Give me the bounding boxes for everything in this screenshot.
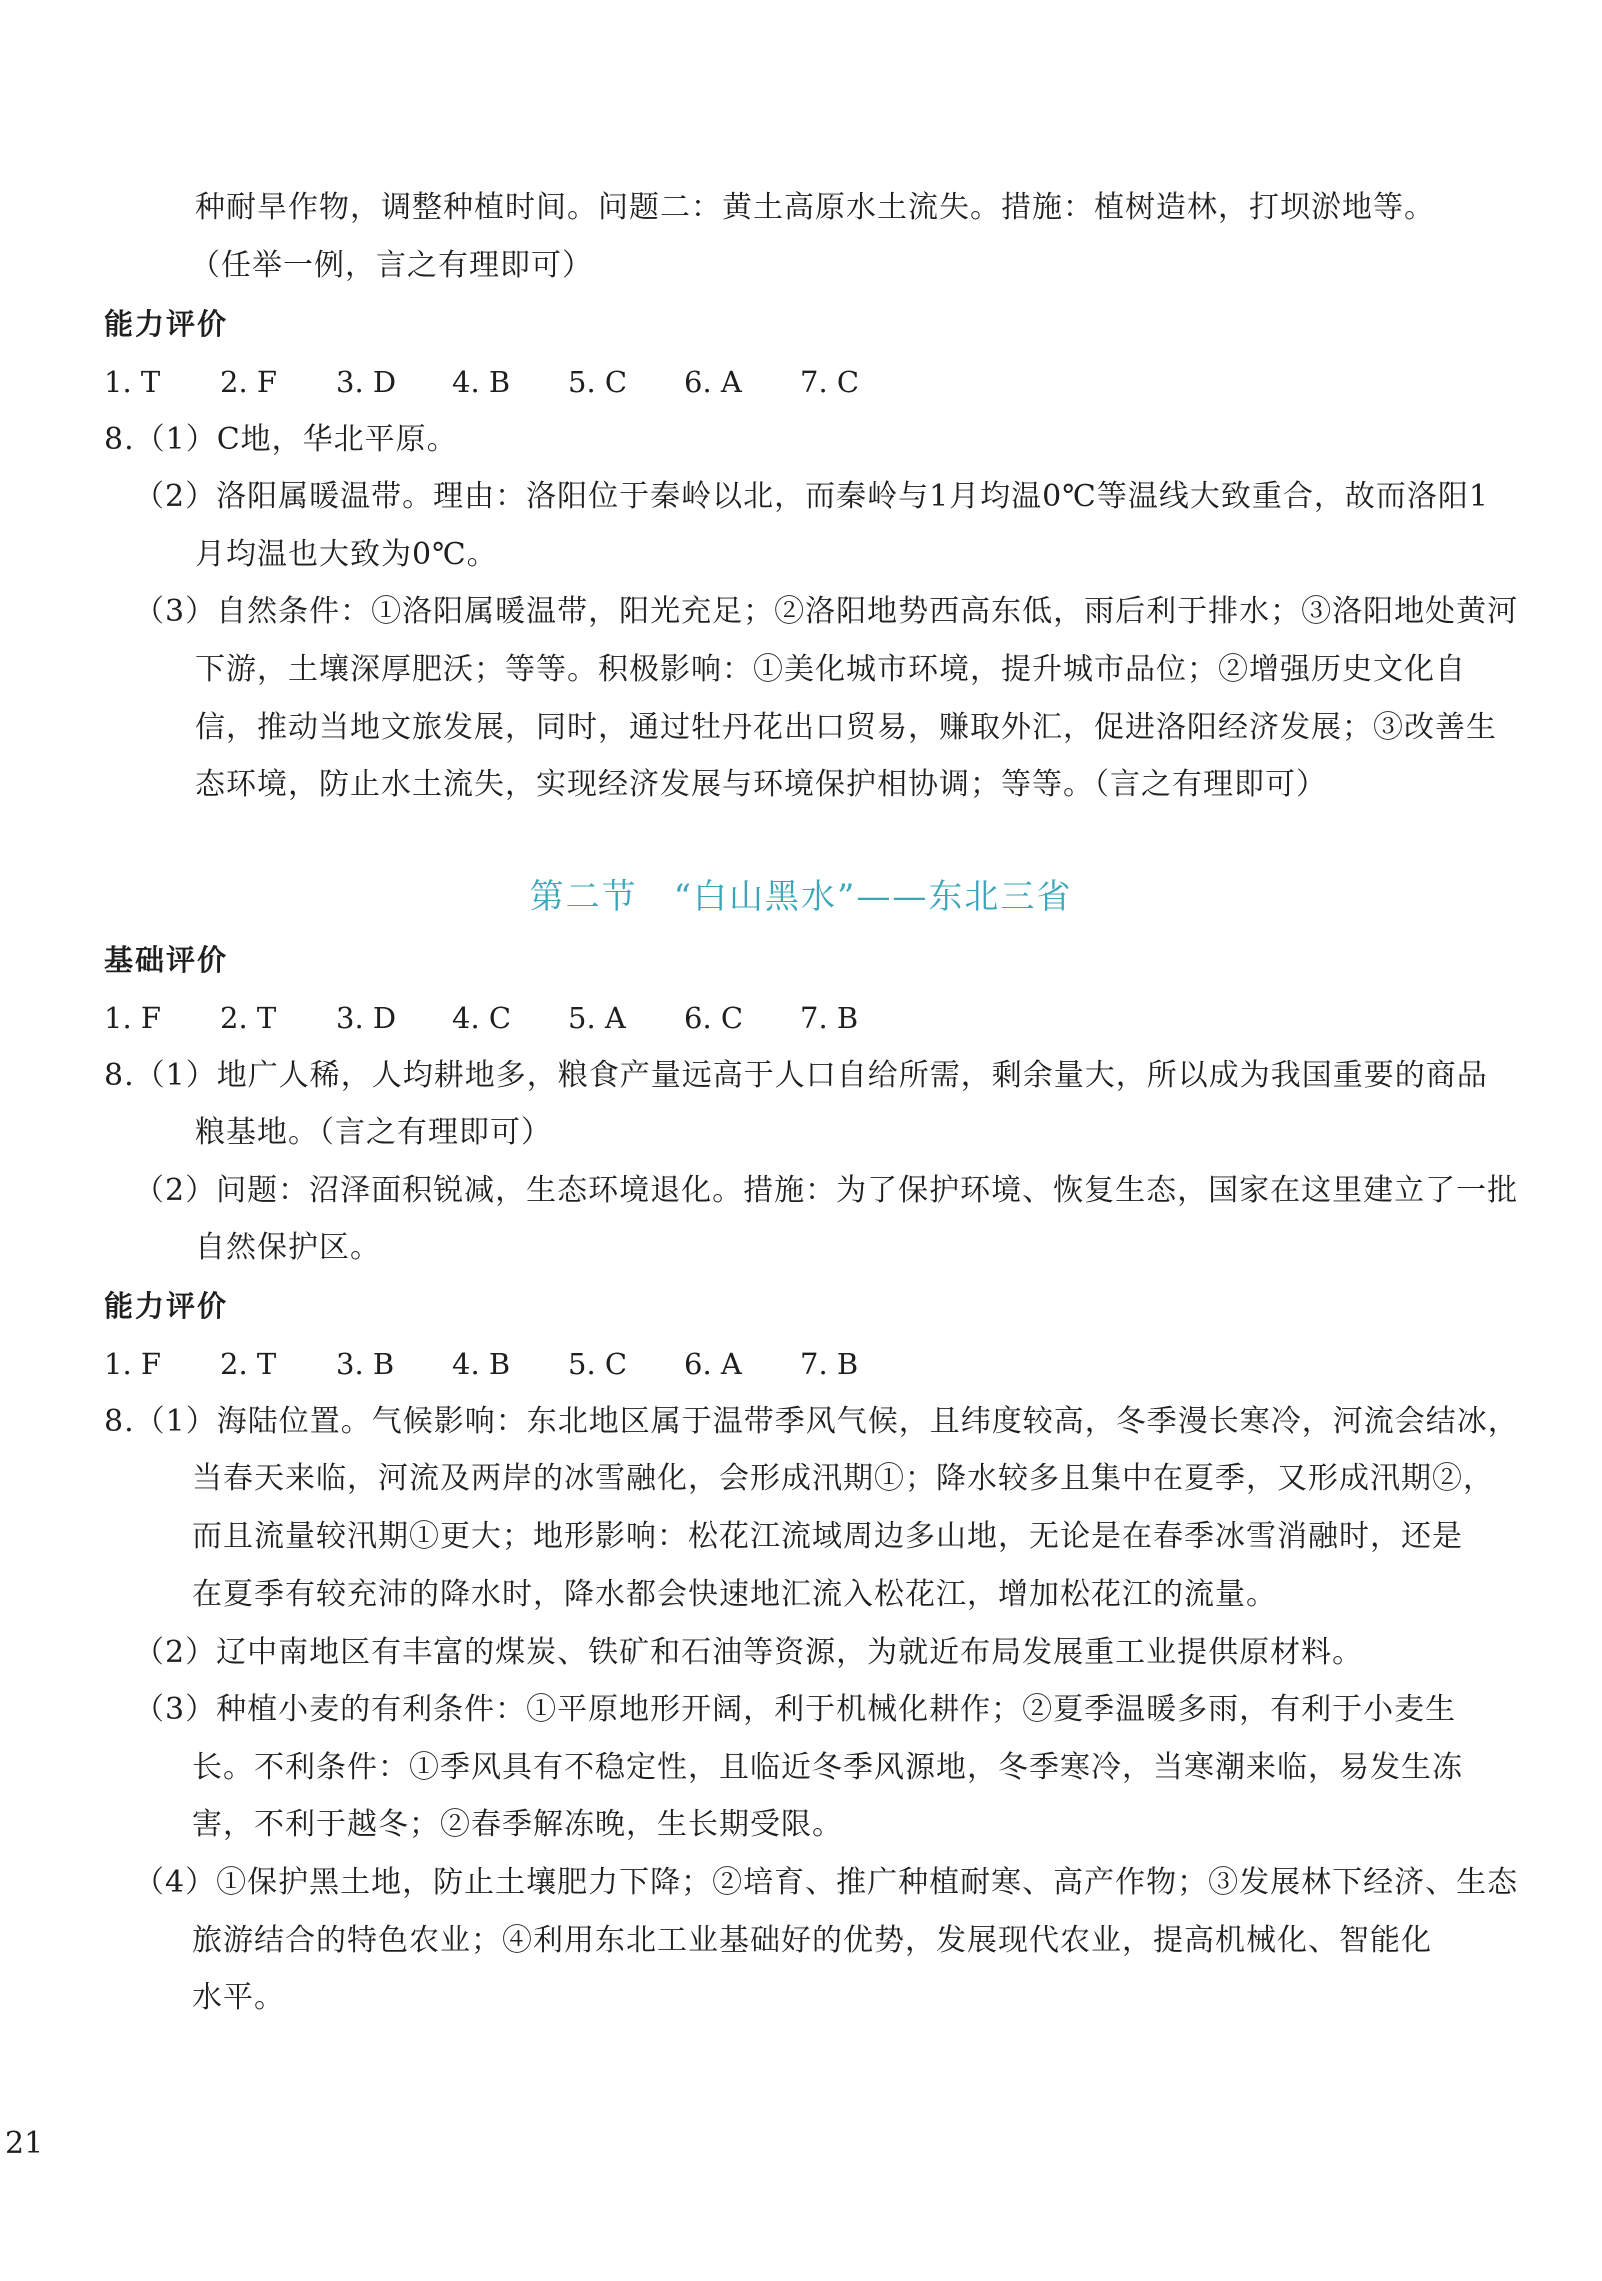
text-line: 8.（1）海陆位置。气候影响：东北地区属于温带季风气候，且纬度较高，冬季漫长寒冷，河流会结冰， [104, 1404, 1519, 1439]
section-heading-ability-2: 能力评价 [104, 1289, 229, 1323]
answer-6: 6. C [684, 1001, 744, 1035]
answer-4: 4. C [452, 1001, 512, 1035]
answer-5: 5. A [568, 1001, 626, 1035]
text-line: 旅游结合的特色农业；④利用东北工业基础好的优势，发展现代农业，提高机械化、智能化 [192, 1923, 1432, 1958]
answer-5: 5. C [568, 1347, 628, 1381]
text-line: 下游，土壤深厚肥沃；等等。积极影响：①美化城市环境，提升城市品位；②增强历史文化自 [195, 652, 1466, 687]
answer-2: 2. T [220, 1001, 277, 1035]
text-line: 当春天来临，河流及两岸的冰雪融化，会形成汛期①；降水较多且集中在夏季，又形成汛期②， [192, 1461, 1494, 1496]
text-line: （4）①保护黑土地，防止土壤肥力下降；②培育、推广种植耐寒、高产作物；③发展林下经济、生态 [134, 1865, 1519, 1900]
answer-1: 1. T [104, 365, 161, 399]
text-line: （2）辽中南地区有丰富的煤炭、铁矿和石油等资源，为就近布局发展重工业提供原材料。 [134, 1635, 1364, 1670]
answer-4: 4. B [452, 1347, 511, 1381]
text-line: （3）种植小麦的有利条件：①平原地形开阔，利于机械化耕作；②夏季温暖多雨，有利于小麦生 [134, 1692, 1457, 1727]
answer-3: 3. B [336, 1347, 395, 1381]
section-heading-ability-1: 能力评价 [104, 307, 229, 341]
text-line: 8.（1）C地，华北平原。 [104, 422, 458, 457]
answer-2: 2. F [220, 365, 278, 399]
answer-3: 3. D [336, 365, 397, 399]
text-line: 8.（1）地广人稀，人均耕地多，粮食产量远高于人口自给所需，剩余量大，所以成为我国重要的商品 [104, 1058, 1488, 1093]
answer-5: 5. C [568, 365, 628, 399]
answer-6: 6. A [684, 365, 742, 399]
section-title: 第二节 “白山黑水”——东北三省 [529, 877, 1073, 917]
text-line: 在夏季有较充沛的降水时，降水都会快速地汇流入松花江，增加松花江的流量。 [192, 1577, 1277, 1612]
answer-3: 3. D [336, 1001, 397, 1035]
text-line: （3）自然条件：①洛阳属暖温带，阳光充足；②洛阳地势西高东低，雨后利于排水；③洛阳地处黄河 [134, 594, 1519, 629]
text-line: 害，不利于越冬；②春季解冻晚，生长期受限。 [192, 1807, 843, 1842]
text-line: 水平。 [192, 1980, 285, 2015]
section-heading-basic: 基础评价 [104, 943, 229, 977]
answer-row [104, 1344, 916, 1384]
answer-1: 1. F [104, 1347, 162, 1381]
answer-2: 2. T [220, 1347, 277, 1381]
text-line: 态环境，防止水土流失，实现经济发展与环境保护相协调；等等。（言之有理即可） [195, 767, 1327, 802]
text-line: 而且流量较汛期①更大；地形影响：松花江流域周边多山地，无论是在春季冰雪消融时，还是 [192, 1519, 1463, 1554]
text-line: 月均温也大致为0℃。 [195, 537, 498, 572]
text-line: （任举一例，言之有理即可） [190, 248, 593, 283]
text-line: 信，推动当地文旅发展，同时，通过牡丹花出口贸易，赚取外汇，促进洛阳经济发展；③改善生 [195, 710, 1497, 745]
page-number: 21 [5, 2126, 44, 2161]
text-line: 种耐旱作物，调整种植时间。问题二：黄土高原水土流失。措施：植树造林，打坝淤地等。 [195, 190, 1435, 225]
text-line: 自然保护区。 [195, 1230, 381, 1265]
answer-6: 6. A [684, 1347, 742, 1381]
text-line: （2）洛阳属暖温带。理由：洛阳位于秦岭以北，而秦岭与1月均温0℃等温线大致重合，故而洛阳1 [134, 479, 1489, 514]
text-line: 长。不利条件：①季风具有不稳定性，且临近冬季风源地，冬季寒冷，当寒潮来临，易发生冻 [192, 1750, 1463, 1785]
answer-7: 7. C [800, 365, 860, 399]
text-line: （2）问题：沼泽面积锐减，生态环境退化。措施：为了保护环境、恢复生态，国家在这里建立了一批 [134, 1173, 1519, 1208]
answer-1: 1. F [104, 1001, 162, 1035]
answer-7: 7. B [800, 1001, 859, 1035]
answer-row [104, 362, 916, 402]
answer-row [104, 998, 916, 1038]
answer-4: 4. B [452, 365, 511, 399]
text-line: 粮基地。（言之有理即可） [195, 1115, 552, 1150]
answer-7: 7. B [800, 1347, 859, 1381]
